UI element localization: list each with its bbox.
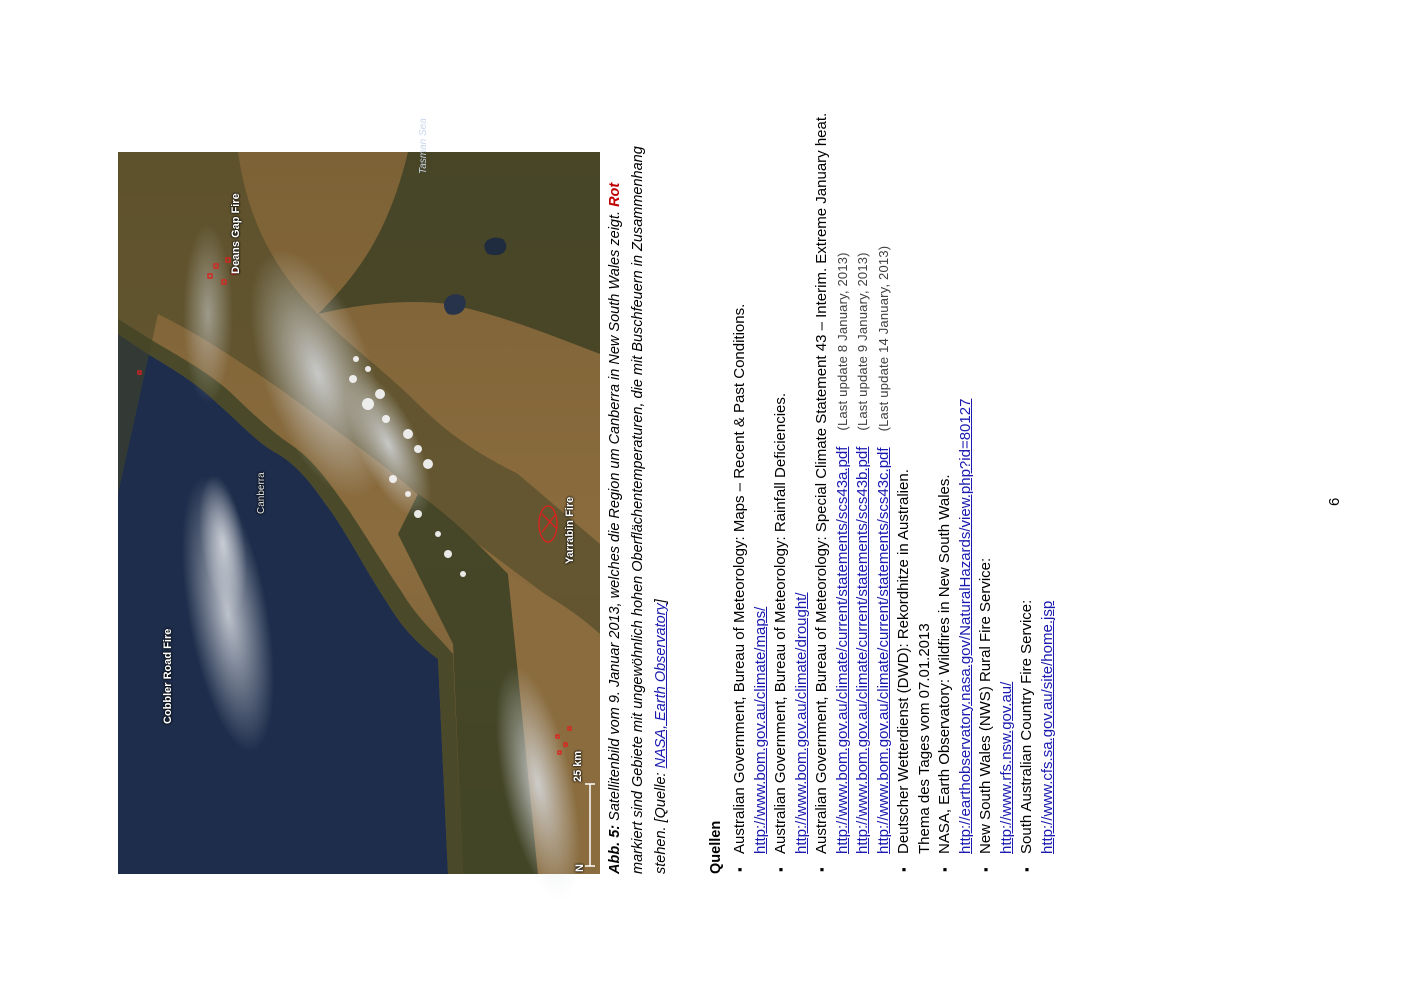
source-link[interactable]: http://www.bom.gov.au/climate/maps/	[751, 606, 769, 854]
source-extra: Thema des Tages vom 07.01.2013	[915, 623, 933, 854]
source-text: New South Wales (NWS) Rural Fire Service:	[977, 557, 994, 854]
source-item	[730, 74, 771, 874]
cobbler-road-fire-label: Cobbler Road Fire	[162, 628, 174, 724]
caption-source-link[interactable]: NASA, Earth Observatory	[653, 603, 669, 769]
pdf-link-c[interactable]: http://www.bom.gov.au/climate/current/statements/scs43c.pdf	[874, 447, 892, 854]
satellite-map-graphic	[118, 152, 600, 874]
satellite-image	[118, 118, 600, 874]
deans-gap-fire-label: Deans Gap Fire	[230, 193, 242, 274]
source-item	[1017, 74, 1058, 874]
source-item	[935, 74, 976, 874]
caption-suffix: ]	[653, 599, 669, 604]
source-item	[771, 74, 812, 874]
source-text: Australian Government, Bureau of Meteorology: Rainfall Deficiencies.	[772, 392, 789, 854]
source-link[interactable]: http://earthobservatory.nasa.gov/NaturalHazards/view.php?id=80127	[956, 398, 974, 854]
tasman-sea-label: Tasman Sea	[418, 118, 429, 174]
source-text: Deutscher Wetterdienst (DWD): Rekordhitze in Australien.	[895, 469, 912, 854]
pdf-note-a: (Last update 8 January, 2013)	[834, 252, 850, 431]
source-text: Australian Government, Bureau of Meteorology: Maps – Recent & Past Conditions.	[731, 303, 748, 854]
source-item	[812, 74, 894, 874]
caption-prefix: Abb. 5:	[607, 824, 623, 874]
caption-text-1: Satellitenbild vom 9. Januar 2013, welches die Region um Canberra in New South Wales zeigt.	[607, 206, 623, 825]
sources-list	[730, 74, 1058, 874]
yarrabin-fire-label: Yarrabin Fire	[564, 496, 576, 564]
page-number: 6	[1326, 497, 1343, 506]
pdf-row	[853, 74, 874, 854]
pdf-row	[874, 74, 895, 854]
source-link[interactable]: http://www.rfs.nsw.gov.au/	[997, 681, 1015, 854]
figure-caption	[604, 134, 673, 874]
pdf-link-b[interactable]: http://www.bom.gov.au/climate/current/statements/scs43b.pdf	[854, 446, 871, 854]
source-text: Australian Government, Bureau of Meteorology: Special Climate Statement 43 – Interim. Extreme January heat.	[813, 112, 830, 854]
scale-label: 25 km	[572, 750, 584, 782]
source-link[interactable]: http://www.cfs.sa.gov.au/site/home.jsp	[1038, 600, 1056, 854]
north-arrow-icon: N	[574, 864, 586, 872]
source-item	[894, 74, 935, 874]
pdf-note-b: (Last update 9 January, 2013)	[855, 252, 870, 431]
canberra-label: Canberra	[256, 472, 267, 514]
pdf-link-a[interactable]: http://www.bom.gov.au/climate/current/statements/scs43a.pdf	[833, 446, 851, 854]
caption-text-2: markiert sind Gebiete mit ungewöhnlich hohen Oberflächentemperaturen, die mit Buschfeuern in Zusammenhang stehen. [Quelle:	[630, 146, 669, 874]
source-text: South Australian Country Fire Service:	[1018, 599, 1035, 854]
source-item	[976, 74, 1017, 874]
caption-red-word: Rot	[607, 182, 623, 207]
sources-heading: Quellen	[708, 820, 724, 874]
source-text: NASA, Earth Observatory: Wildfires in New South Wales.	[936, 474, 953, 854]
pdf-note-c: (Last update 14 January, 2013)	[875, 245, 891, 432]
pdf-row	[833, 74, 854, 854]
source-link[interactable]: http://www.bom.gov.au/climate/drought/	[792, 592, 810, 854]
